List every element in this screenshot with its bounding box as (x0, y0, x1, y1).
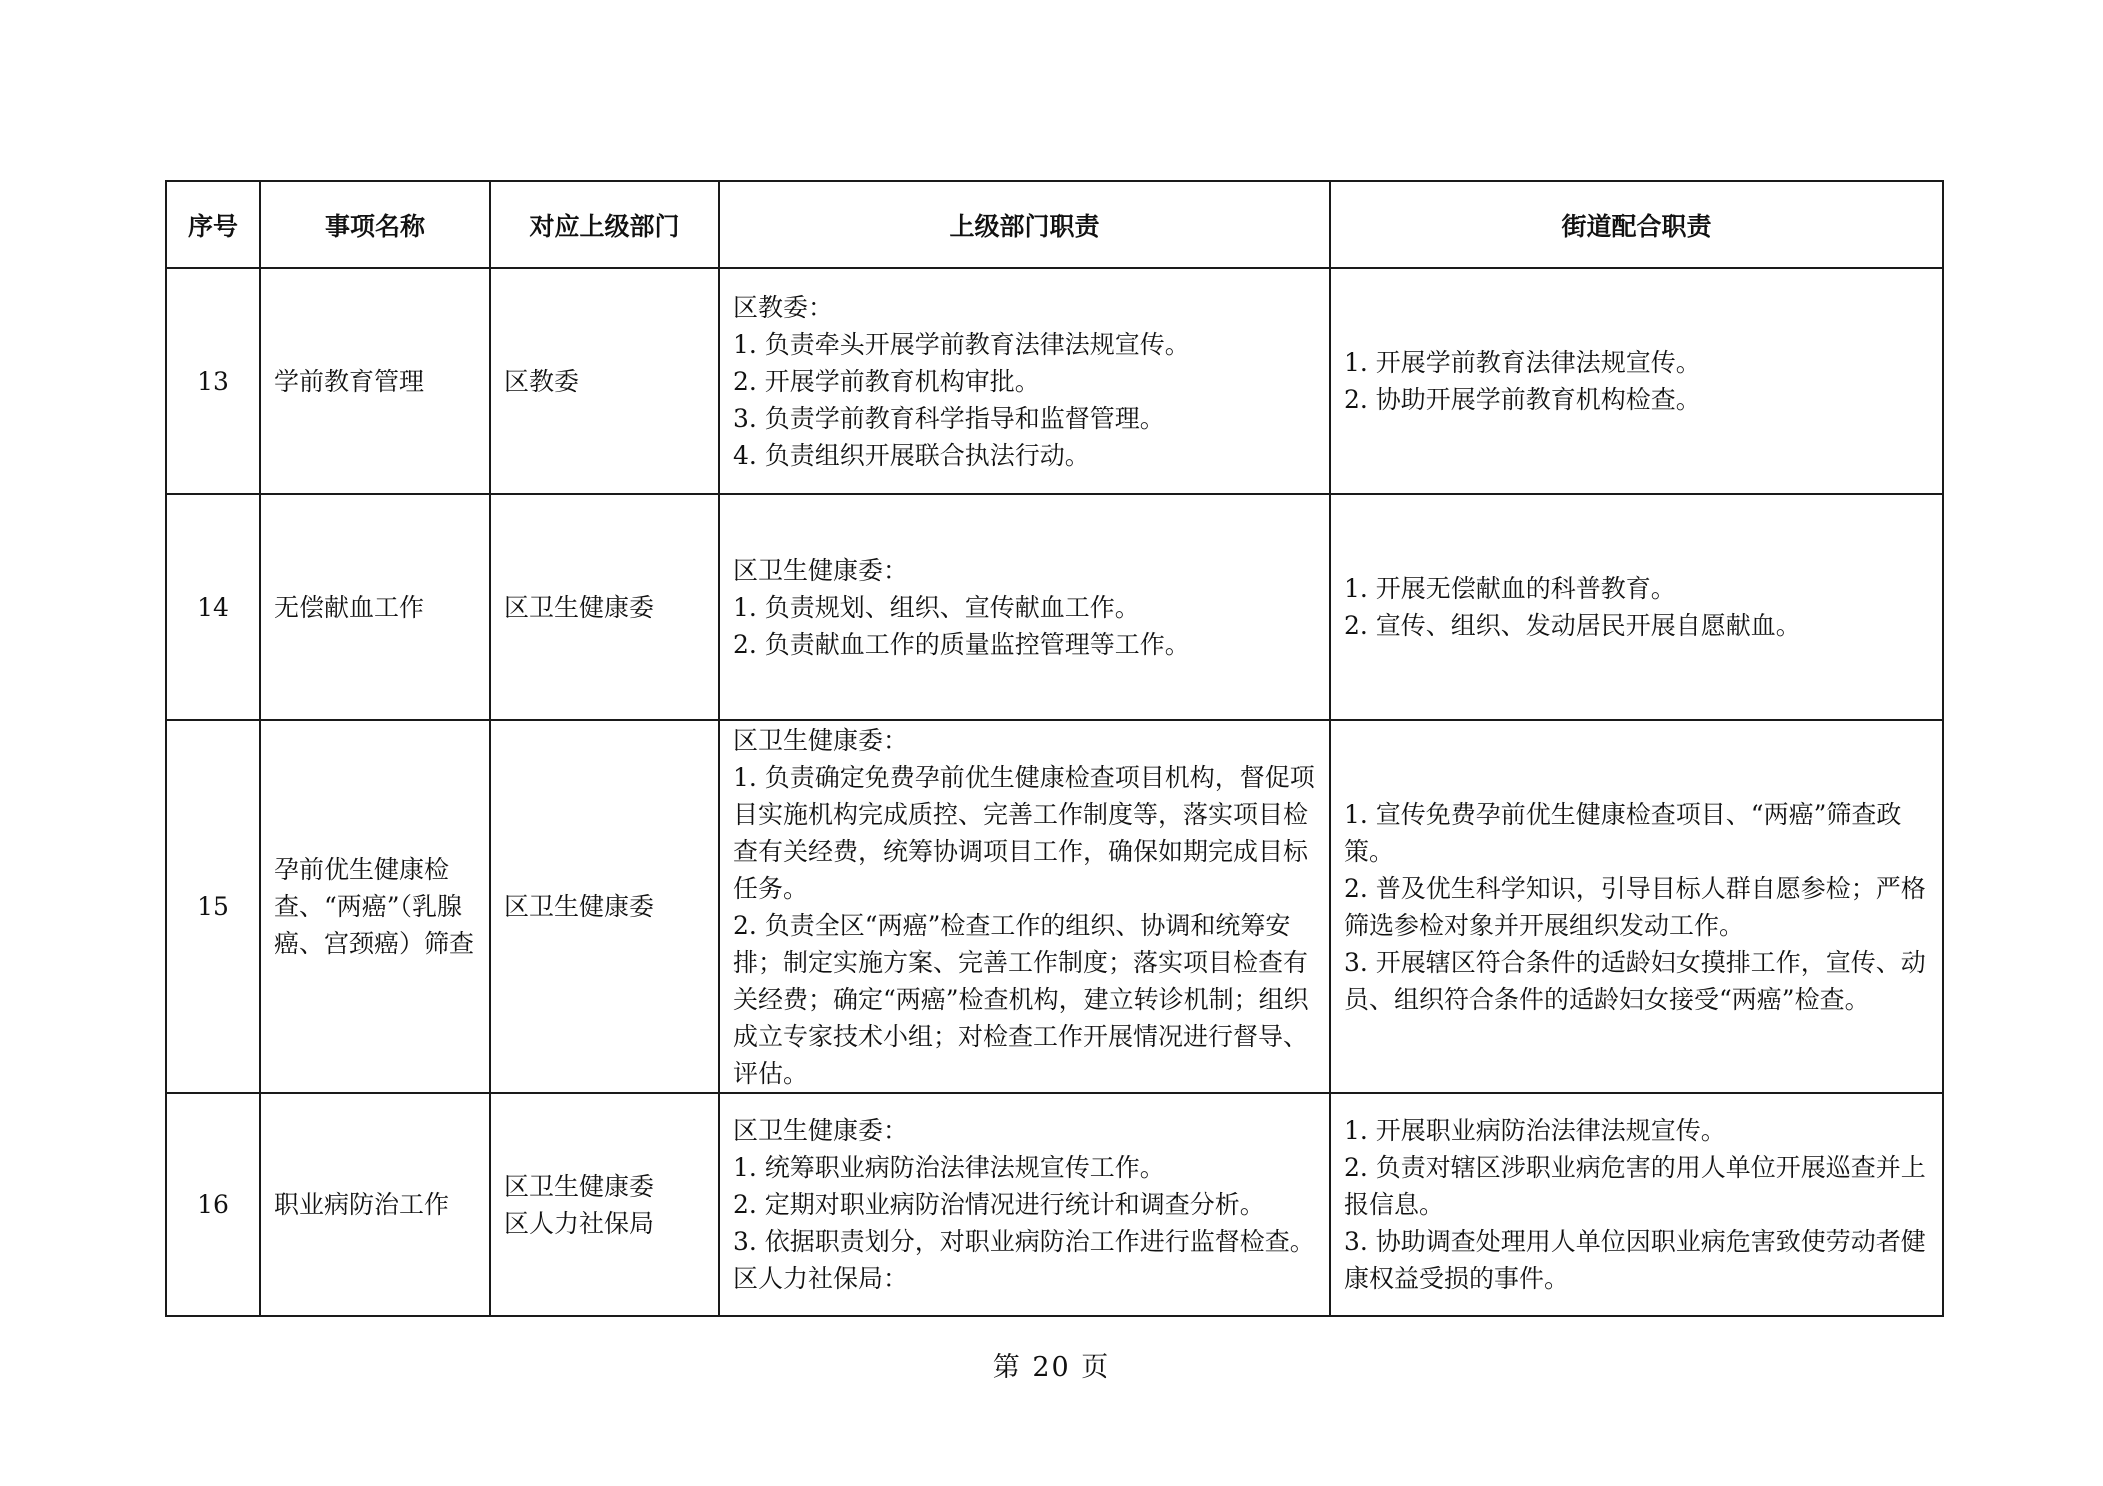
dept-cell (490, 720, 719, 1093)
header-superior-dept: 对应上级部门 (490, 181, 719, 268)
serial-cell: 14 (166, 494, 260, 720)
street-duties-cell (1330, 494, 1943, 720)
header-row (166, 181, 1943, 268)
duty-line: 1. 负责规划、组织、宣传献血工作。 (733, 592, 1140, 622)
duty-line: 2. 定期对职业病防治情况进行统计和调查分析。 (733, 1190, 1265, 1219)
duty-line: 2. 宣传、组织、发动居民开展自愿献血。 (1344, 611, 1801, 640)
street-duties-cell (1330, 268, 1943, 494)
header-superior-duties: 上级部门职责 (719, 181, 1330, 268)
table-row (166, 720, 1943, 1093)
duty-line: 3. 负责学前教育科学指导和监督管理。 (733, 403, 1165, 433)
item-name-cell: 学前教育管理 (260, 268, 490, 494)
duty-table (165, 180, 1944, 1317)
duty-line: 3. 协助调查处理用人单位因职业病危害致使劳动者健康权益受损的事件。 (1344, 1227, 1926, 1293)
duty-line: 2. 普及优生科学知识，引导目标人群自愿参检；严格筛选参检对象并开展组织发动工作。 (1344, 873, 1926, 940)
item-name-cell: 职业病防治工作 (260, 1093, 490, 1316)
duty-line: 2. 开展学前教育机构审批。 (733, 366, 1040, 396)
superior-duties-cell (719, 268, 1330, 494)
street-duties-cell (1330, 720, 1943, 1093)
duty-line: 1. 统筹职业病防治法律法规宣传工作。 (733, 1153, 1165, 1182)
street-duties-cell (1330, 1093, 1943, 1316)
dept-line: 区卫生健康委 (504, 592, 655, 622)
duty-line: 1. 负责确定免费孕前优生健康检查项目机构，督促项目实施机构完成质控、完善工作制度等，落实项目检查有关经费，统筹协调项目工作，确保如期完成目标任务。 (733, 762, 1315, 903)
dept-line: 区卫生健康委 (504, 892, 655, 921)
duty-line: 2. 负责对辖区涉职业病危害的用人单位开展巡查并上报信息。 (1344, 1153, 1926, 1219)
dept-line: 区卫生健康委 (504, 1171, 655, 1201)
dept-cell (490, 494, 719, 720)
page-number: 第 20 页 (992, 1352, 1111, 1383)
dept-cell (490, 1093, 719, 1316)
duty-line: 1. 宣传免费孕前优生健康检查项目、“两癌”筛查政策。 (1344, 799, 1902, 866)
duty-line: 1. 负责牵头开展学前教育法律法规宣传。 (733, 329, 1190, 359)
header-serial: 序号 (166, 181, 260, 268)
superior-duties-cell (719, 1093, 1330, 1316)
superior-duties-cell (719, 494, 1330, 720)
header-item-name: 事项名称 (260, 181, 490, 268)
duty-line: 1. 开展学前教育法律法规宣传。 (1344, 348, 1701, 377)
duty-line: 1. 开展职业病防治法律法规宣传。 (1344, 1116, 1726, 1145)
header-street-duties: 街道配合职责 (1330, 181, 1943, 268)
table-row (166, 268, 1943, 494)
dept-line: 区教委 (504, 366, 580, 396)
item-name-cell: 孕前优生健康检查、“两癌”（乳腺癌、宫颈癌）筛查 (260, 720, 490, 1093)
serial-cell: 13 (166, 268, 260, 494)
superior-duties-cell (719, 720, 1330, 1093)
duty-line: 4. 负责组织开展联合执法行动。 (733, 440, 1090, 470)
duty-line: 1. 开展无偿献血的科普教育。 (1344, 574, 1676, 603)
duty-line: 2. 负责献血工作的质量监控管理等工作。 (733, 629, 1190, 659)
duty-line: 3. 依据职责划分，对职业病防治工作进行监督检查。 (733, 1227, 1315, 1256)
serial-cell: 16 (166, 1093, 260, 1316)
dept-cell (490, 268, 719, 494)
duty-line: 区卫生健康委： (733, 1116, 909, 1145)
duty-line: 区人力社保局： (733, 1264, 909, 1293)
duty-line: 区卫生健康委： (733, 555, 909, 585)
table-row (166, 494, 1943, 720)
duty-line: 3. 开展辖区符合条件的适龄妇女摸排工作，宣传、动员、组织符合条件的适龄妇女接受“两癌”检查。 (1344, 947, 1926, 1014)
duty-line: 2. 协助开展学前教育机构检查。 (1344, 385, 1701, 414)
duty-line: 区卫生健康委： (733, 725, 909, 755)
item-name-cell: 无偿献血工作 (260, 494, 490, 720)
table-row (166, 1093, 1943, 1316)
duty-line: 2. 负责全区“两癌”检查工作的组织、协调和统筹安排；制定实施方案、完善工作制度；落实项目检查有关经费；确定“两癌”检查机构，建立转诊机制；组织成立专家技术小组；对检查工作开展情况进行督导、评估。 (733, 910, 1309, 1088)
serial-cell: 15 (166, 720, 260, 1093)
duty-line: 区教委： (733, 292, 834, 322)
dept-line: 区人力社保局 (504, 1208, 655, 1238)
